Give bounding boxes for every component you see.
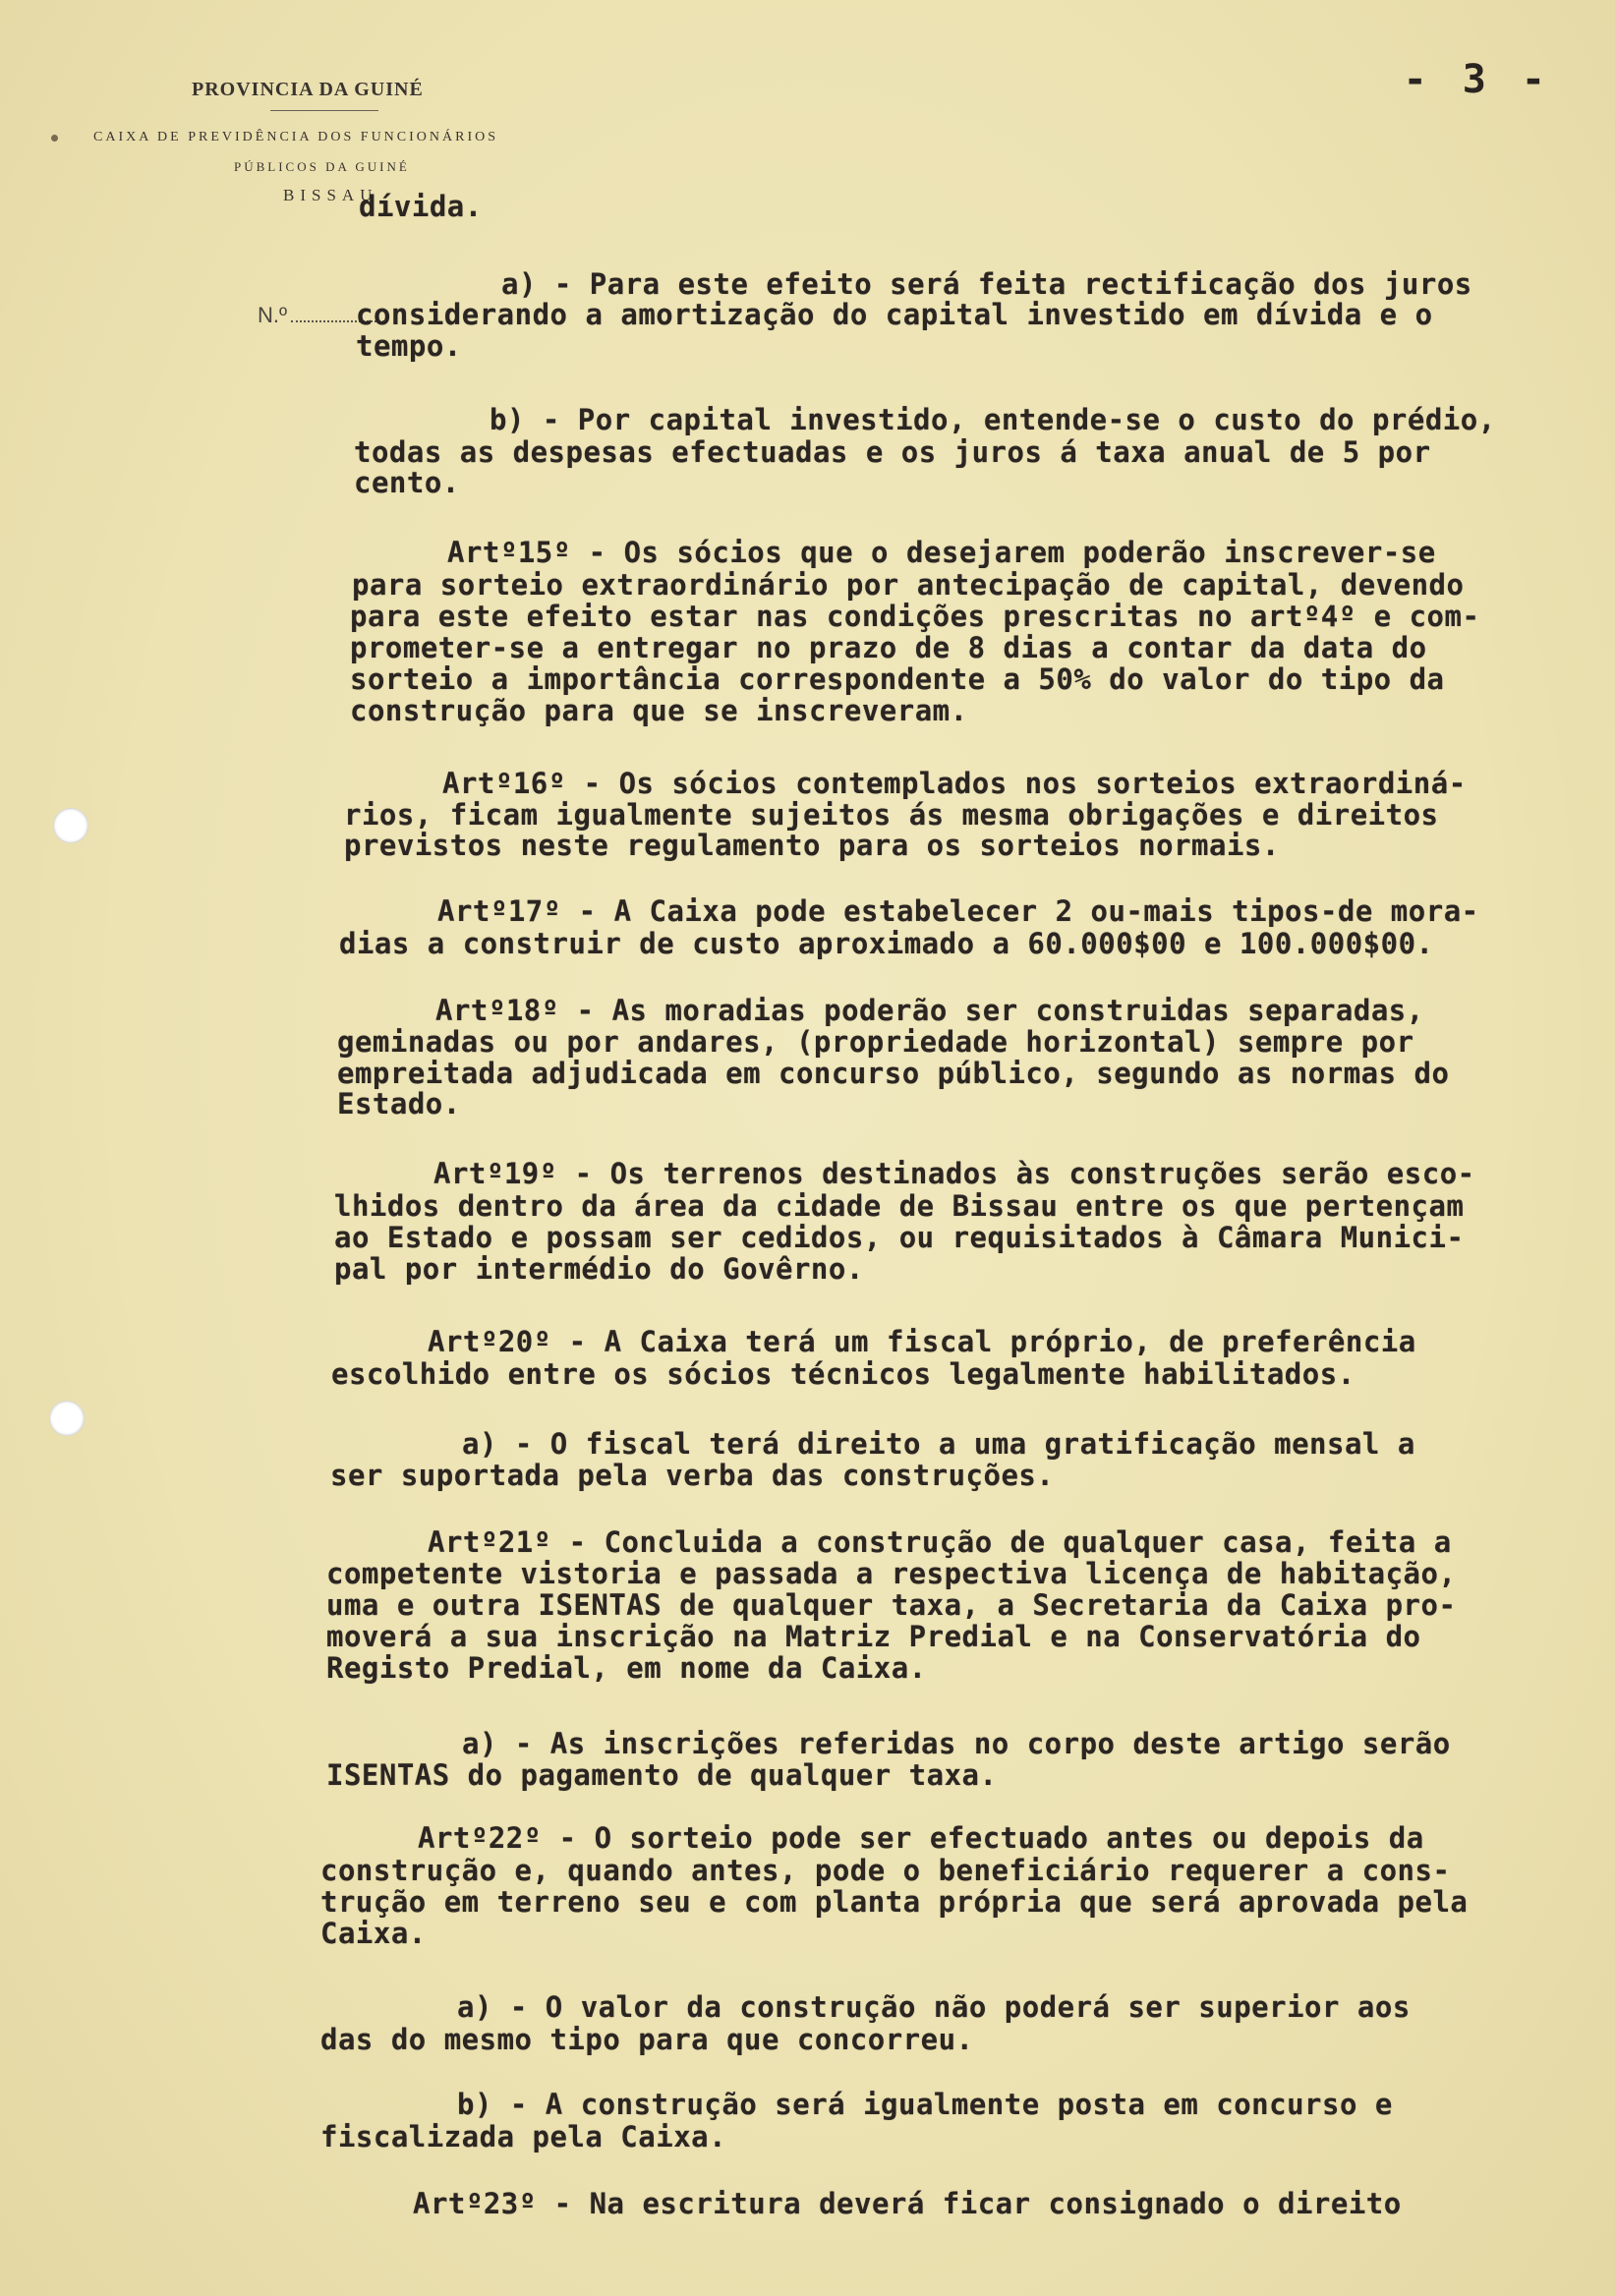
text-line: Artº17º - A Caixa pode estabelecer 2 ou-mais tipos-de mora-	[437, 894, 1479, 928]
text-line: dívida.	[359, 190, 483, 223]
text-line: cento.	[354, 466, 460, 499]
text-line: para este efeito estar nas condições prescritas no artº4º e com-	[350, 600, 1480, 633]
text-line: construção e, quando antes, pode o beneficiário requerer a cons-	[320, 1854, 1451, 1887]
text-line: b) - Por capital investido, entende-se o custo do prédio,	[490, 403, 1496, 436]
text-line: tempo.	[356, 329, 462, 363]
text-line: dias a construir de custo aproximado a 60.000$00 e 100.000$00.	[339, 927, 1434, 960]
page-number: - 3 -	[1403, 57, 1551, 102]
text-line: todas as despesas efectuadas e os juros á taxa anual de 5 por	[354, 435, 1431, 469]
text-line: ISENTAS do pagamento de qualquer taxa.	[326, 1758, 998, 1792]
letterhead-title: PROVINCIA DA GUINÉ	[192, 79, 424, 100]
text-line: competente vistoria e passada a respectiva licença de habitação,	[326, 1557, 1457, 1590]
text-line: empreitada adjudicada em concurso público, segundo as normas do	[337, 1057, 1450, 1090]
text-line: Artº19º - Os terrenos destinados às construções serão esco-	[433, 1157, 1475, 1190]
text-line: a) - O valor da construção não poderá ser superior aos	[457, 1990, 1411, 2024]
text-line: ser suportada pela verba das construções.	[330, 1459, 1055, 1492]
text-line: Registo Predial, em nome da Caixa.	[326, 1651, 927, 1685]
text-line: considerando a amortização do capital investido em dívida e o	[356, 298, 1433, 331]
letterhead-mark	[51, 135, 58, 142]
text-line: geminadas ou por andares, (propriedade horizontal) sempre por	[337, 1025, 1414, 1059]
text-line: Artº16º - Os sócios contemplados nos sorteios extraordiná-	[442, 767, 1467, 800]
text-line: moverá a sua inscrição na Matriz Predial e na Conservatória do	[326, 1620, 1421, 1653]
letterhead-divider	[270, 110, 378, 111]
text-line: Artº22º - O sorteio pode ser efectuado antes ou depois da	[418, 1821, 1424, 1855]
text-line: prometer-se a entregar no prazo de 8 dias a contar da data do	[350, 631, 1427, 664]
text-line: escolhido entre os sócios técnicos legalmente habilitados.	[331, 1357, 1355, 1391]
letterhead-line-3: BISSAU	[283, 186, 378, 204]
text-line: lhidos dentro da área da cidade de Bissau entre os que pertençam	[334, 1189, 1465, 1223]
reference-number-label: N.º	[258, 303, 288, 327]
letterhead-line-1: CAIXA DE PREVIDÊNCIA DOS FUNCIONÁRIOS	[93, 130, 499, 144]
letterhead-line-2: PÚBLICOS DA GUINÉ	[234, 159, 410, 174]
text-line: sorteio a importância correspondente a 50% do valor do tipo da	[350, 662, 1445, 696]
text-line: a) - Para este efeito será feita rectificação dos juros	[501, 267, 1472, 301]
text-line: construção para que se inscreveram.	[350, 694, 968, 727]
text-line: das do mesmo tipo para que concorreu.	[320, 2023, 974, 2056]
text-line: rios, ficam igualmente sujeitos ás mesma obrigações e direitos	[344, 798, 1439, 832]
text-line: b) - A construção será igualmente posta em concurso e	[457, 2088, 1393, 2121]
text-line: para sorteio extraordinário por antecipação de capital, devendo	[352, 568, 1465, 602]
text-line: previstos neste regulamento para os sorteios normais.	[344, 829, 1280, 862]
text-line: a) - O fiscal terá direito a uma gratificação mensal a	[462, 1427, 1415, 1461]
punch-hole-bottom	[49, 1401, 85, 1436]
text-line: Artº15º - Os sócios que o desejarem poderão inscrever-se	[447, 536, 1436, 569]
text-line: fiscalizada pela Caixa.	[320, 2120, 727, 2153]
text-line: Artº20º - A Caixa terá um fiscal próprio, de preferência	[428, 1325, 1416, 1358]
text-line: Artº18º - As moradias poderão ser construidas separadas,	[435, 994, 1424, 1027]
punch-hole-top	[53, 808, 88, 843]
text-line: ao Estado e possam ser cedidos, ou requisitados à Câmara Munici-	[334, 1221, 1465, 1254]
text-line: uma e outra ISENTAS de qualquer taxa, a Secretaria da Caixa pro-	[326, 1588, 1457, 1622]
text-line: Artº21º - Concluida a construção de qualquer casa, feita a	[428, 1525, 1452, 1559]
text-line: Caixa.	[320, 1917, 427, 1950]
text-line: Estado.	[337, 1087, 461, 1120]
text-line: trução em terreno seu e com planta própria que será aprovada pela	[320, 1885, 1469, 1919]
text-line: pal por intermédio do Govêrno.	[334, 1252, 864, 1286]
text-line: Artº23º - Na escritura deverá ficar consignado o direito	[413, 2187, 1402, 2220]
text-line: a) - As inscrições referidas no corpo deste artigo serão	[462, 1727, 1451, 1760]
